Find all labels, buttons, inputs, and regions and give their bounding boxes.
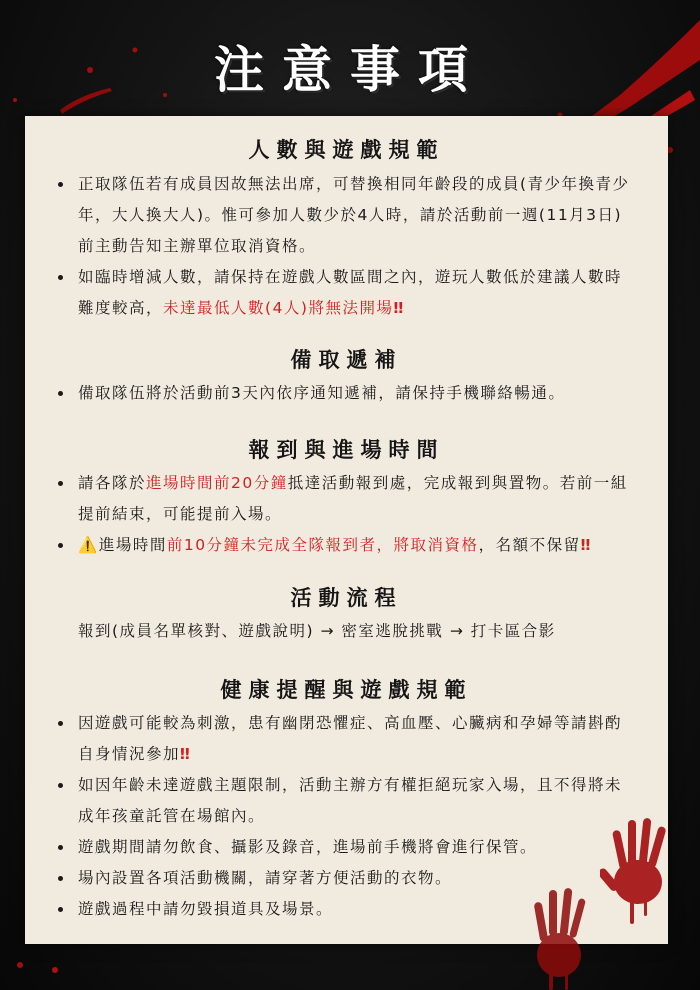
bullet-icon <box>58 543 63 548</box>
players-list <box>25 169 668 324</box>
warning-icon: ⚠️ <box>78 536 99 554</box>
double-exclamation-icon: ‼ <box>180 745 192 763</box>
list-item: 遊戲期間請勿飲食、攝影及錄音，進場前手機將會進行保管。 <box>25 832 668 863</box>
section-heading-checkin: 報到與進場時間 <box>248 437 445 462</box>
bullet-icon <box>58 182 63 187</box>
list-item: 備取隊伍將於活動前3天內依序通知遞補，請保持手機聯絡暢通。 <box>25 378 668 409</box>
bullet-icon <box>58 481 63 486</box>
list-item: 正取隊伍若有成員因故無法出席，可替換相同年齡段的成員(青少年換青少年，大人換大人)。惟可參加人數少於4人時，請於活動前一週(11月3日)前主動告知主辦單位取消資格。 <box>25 169 668 262</box>
list-item: 遊戲過程中請勿毀損道具及場景。 <box>25 894 668 925</box>
standby-list <box>25 378 668 409</box>
section-heading-players: 人數與遊戲規範 <box>248 137 445 162</box>
bullet-icon <box>58 391 63 396</box>
bullet-icon <box>58 876 63 881</box>
health-list <box>25 708 668 925</box>
highlight-text: 進場時間前20分鐘 <box>146 474 288 492</box>
bullet-icon <box>58 783 63 788</box>
list-item: 如臨時增減人數，請保持在遊戲人數區間之內，遊玩人數低於建議人數時難度較高，未達最低人數(4人)將無法開場‼ <box>25 262 668 324</box>
bullet-icon <box>58 845 63 850</box>
list-item: 請各隊於進場時間前20分鐘抵達活動報到處，完成報到與置物。若前一組提前結束，可能提前入場。 <box>25 468 668 530</box>
double-exclamation-icon: ‼ <box>393 299 405 317</box>
warning-text: 未達最低人數(4人)將無法開場 <box>163 299 394 317</box>
bullet-icon <box>58 907 63 912</box>
section-heading-standby: 備取遞補 <box>290 347 403 372</box>
list-item: 因遊戲可能較為刺激，患有幽閉恐懼症、高血壓、心臟病和孕婦等請斟酌自身情況參加‼ <box>25 708 668 770</box>
bullet-icon <box>58 721 63 726</box>
checkin-list <box>25 468 668 561</box>
notice-paper <box>25 116 668 944</box>
list-item: ⚠️進場時間前10分鐘未完成全隊報到者，將取消資格，名額不保留‼ <box>25 530 668 561</box>
section-heading-health: 健康提醒與遊戲規範 <box>220 677 473 702</box>
bullet-icon <box>58 275 63 280</box>
warning-text: 前10分鐘未完成全隊報到者，將取消資格 <box>166 536 479 554</box>
section-heading-flow: 活動流程 <box>290 585 403 610</box>
page-title: 注意事項 <box>214 40 486 99</box>
list-item: 場內設置各項活動機關，請穿著方便活動的衣物。 <box>25 863 668 894</box>
double-exclamation-icon: ‼ <box>580 536 592 554</box>
list-item: 如因年齡未達遊戲主題限制，活動主辦方有權拒絕玩家入場，且不得將未成年孩童託管在場館內。 <box>25 770 668 832</box>
flow-text: 報到(成員名單核對、遊戲說明) → 密室逃脫挑戰 → 打卡區合影 <box>78 622 556 640</box>
